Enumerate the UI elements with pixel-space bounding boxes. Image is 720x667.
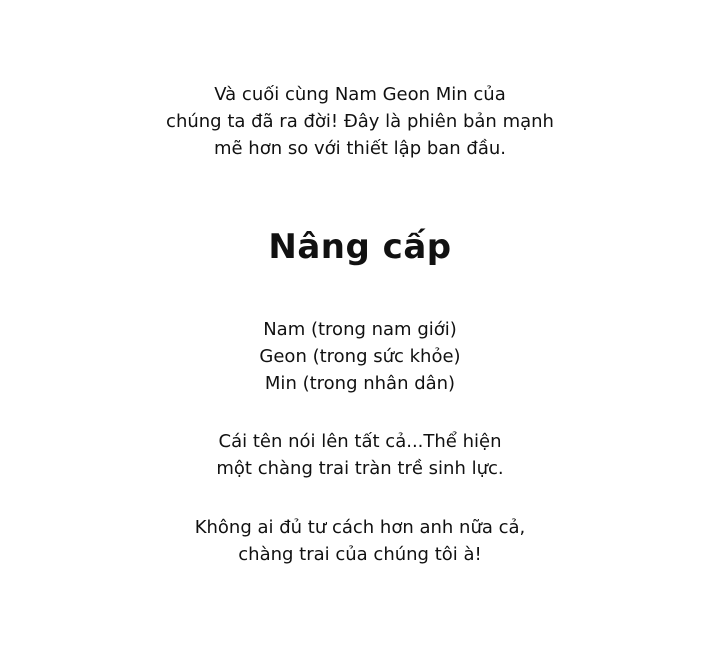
name-meaning-line: Nam (trong nam giới) (263, 319, 457, 340)
name-meaning-line: Geon (trong sức khỏe) (259, 346, 461, 367)
closing-paragraph (0, 514, 720, 568)
page-title: Nâng cấp (268, 227, 452, 267)
closing-line: Không ai đủ tư cách hơn anh nữa cả, (194, 517, 526, 538)
name-meaning-line: Min (trong nhân dân) (264, 373, 456, 394)
intro-line: Và cuối cùng Nam Geon Min của (214, 84, 506, 105)
intro-line: chúng ta đã ra đời! Đây là phiên bản mạnh (166, 111, 554, 132)
section-heading (0, 227, 720, 267)
summary-line: Cái tên nói lên tất cả...Thể hiện (218, 431, 502, 452)
name-meaning-paragraph (0, 316, 720, 397)
closing-line: chàng trai của chúng tôi à! (238, 544, 482, 565)
summary-line: một chàng trai tràn trề sinh lực. (216, 458, 504, 479)
intro-line: mẽ hơn so với thiết lập ban đầu. (213, 138, 507, 159)
summary-paragraph (0, 428, 720, 482)
intro-paragraph (0, 81, 720, 162)
